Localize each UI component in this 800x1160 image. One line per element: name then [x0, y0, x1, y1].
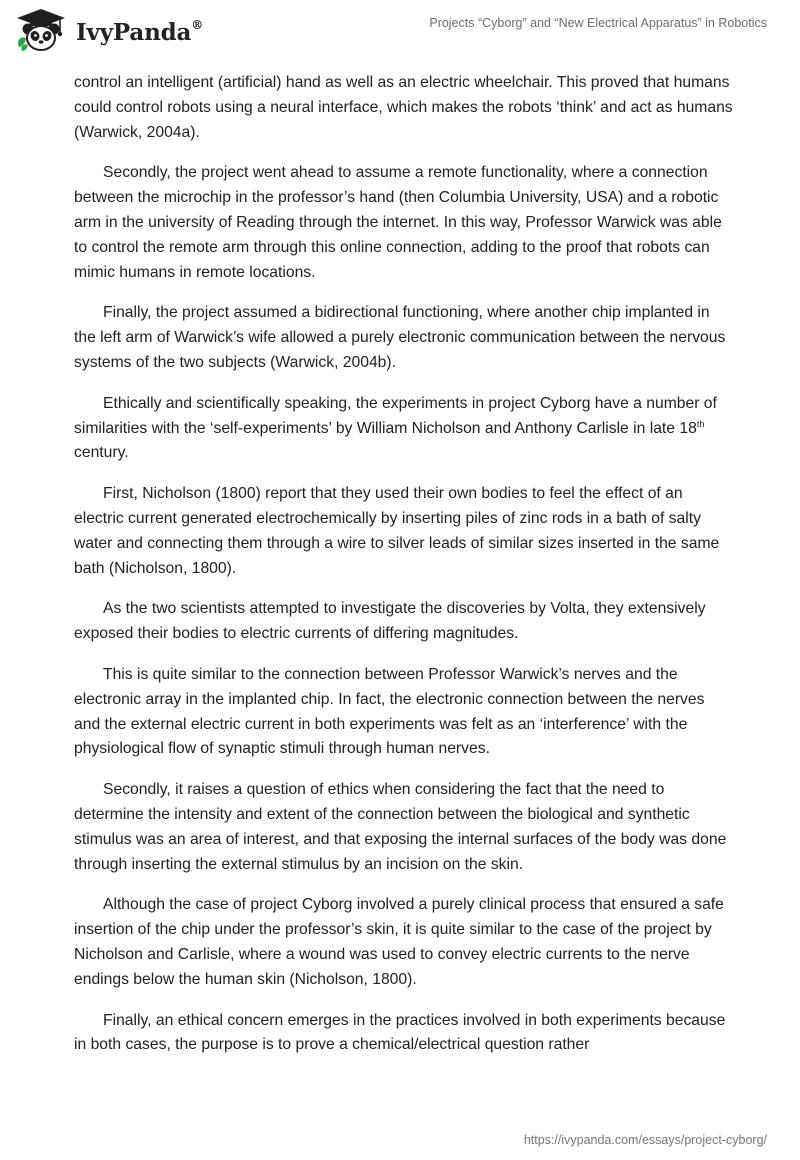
paragraph: As the two scientists attempted to investigate the discoveries by Volta, they extensively exposed their bodies to electric currents of differing magnitudes.: [74, 600, 706, 643]
essay-body: [74, 71, 734, 1074]
paragraph: Secondly, the project went ahead to assume a remote functionality, where a connection between the microchip in the professor’s hand (then Columbia University, USA) and a robotic arm in the university of Reading through the internet. In this way, Professor Warwick was able to control the remote arm through this online connection, adding to the proof that robots can mimic humans in remote locations.: [74, 164, 722, 281]
paragraph: [74, 392, 734, 466]
paragraph-text: Ethically and scientifically speaking, the experiments in project Cyborg have a number of similarities with the ‘self-experiments’ by William Nicholson and Anthony Carlisle in late 18: [74, 394, 717, 437]
panda-graduate-icon: [14, 7, 68, 53]
source-url[interactable]: https://ivypanda.com/essays/project-cyborg/: [523, 1133, 767, 1147]
paragraph: First, Nicholson (1800) report that they used their own bodies to feel the effect of an electric current generated electrochemically by inserting piles of zinc rods in a bath of salty water and connecting them through a wire to silver leads of similar sizes inserted in the same bath (Nicholson, 1800).: [74, 485, 720, 577]
paragraph: Although the case of project Cyborg involved a purely clinical process that ensured a safe insertion of the chip under the professor’s skin, it is quite similar to the case of the project by Nicholson and Carlisle, where a wound was used to convey electric currents to the nerve endings below the human skin (Nicholson, 1800).: [74, 896, 724, 988]
page-header: [0, 0, 800, 60]
ivypanda-logo[interactable]: [14, 7, 203, 53]
paragraph: Secondly, it raises a question of ethics when considering the fact that the need to determine the intensity and extent of the connection between the biological and synthetic stimulus was an area of interest, and that exposing the internal surfaces of the body was done through inserting the external stimulus by an incision on the skin.: [74, 781, 727, 873]
paragraph: Finally, the project assumed a bidirectional functioning, where another chip implanted in the left arm of Warwick’s wife allowed a purely electronic communication between the nervous systems of the two subjects (Warwick, 2004b).: [74, 304, 726, 371]
ordinal-suffix: th: [696, 418, 705, 429]
paragraph: control an intelligent (artificial) hand as well as an electric wheelchair. This proved that humans could control robots using a neural interface, which makes the robots ‘think’ and act as humans (Warwick, 2004a).: [74, 74, 733, 141]
brand-name: IvyPanda®: [76, 17, 203, 46]
paragraph-text: century.: [74, 444, 129, 462]
paragraph: Finally, an ethical concern emerges in the practices involved in both experiments because in both cases, the purpose is to prove a chemical/electrical question rather: [74, 1011, 726, 1054]
document-title: Projects “Cyborg” and “New Electrical Apparatus” in Robotics: [429, 16, 767, 30]
paragraph: This is quite similar to the connection between Professor Warwick’s nerves and the electronic array in the implanted chip. In fact, the electronic connection between the nerves and the external electric current in both experiments was felt as an ‘interference’ with the physiological flow of synaptic stimuli through human nerves.: [74, 665, 705, 758]
